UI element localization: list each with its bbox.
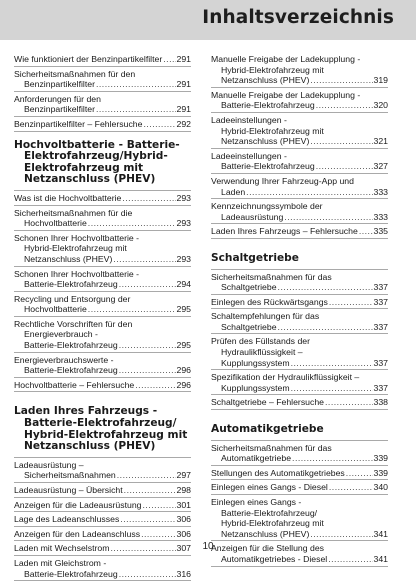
dot-leader xyxy=(278,282,373,293)
dot-leader xyxy=(278,322,373,333)
toc-entry[interactable] xyxy=(14,498,191,513)
toc-entry-text: Automatikgetriebes - Diesel xyxy=(221,553,328,564)
dot-leader xyxy=(325,397,372,408)
toc-entry[interactable] xyxy=(211,270,388,295)
dot-leader xyxy=(292,453,372,464)
toc-entry-text: Lage des Ladeanschlusses xyxy=(14,514,120,525)
toc-entry-text: Schonen Ihrer Hochvoltbatterie - xyxy=(14,268,140,279)
toc-page-number: 297 xyxy=(176,470,191,481)
toc-page-number: 292 xyxy=(176,118,191,129)
toc-page-number: 293 xyxy=(176,218,191,229)
toc-entry[interactable] xyxy=(14,267,191,292)
dot-leader xyxy=(135,380,175,391)
toc-entry[interactable] xyxy=(14,317,191,353)
toc-column-left xyxy=(14,52,191,581)
section-heading-line: Hybrid-Elektrofahrzeug mit xyxy=(24,428,188,441)
dot-leader xyxy=(328,554,372,565)
section-heading-line: Automatikgetriebe xyxy=(211,423,324,436)
dot-leader xyxy=(122,193,175,204)
toc-entry-text: Laden xyxy=(221,186,246,197)
toc-entry-text: Manuelle Freigabe der Ladekupplung - xyxy=(211,89,361,100)
dot-leader xyxy=(124,485,176,496)
toc-page-number: 306 xyxy=(176,514,191,525)
toc-entry-text: Schaltgetriebe xyxy=(221,321,277,332)
toc-page-number: 291 xyxy=(176,104,191,115)
toc-entry-text: Wie funktioniert der Benzinpartikelfilter xyxy=(14,54,163,64)
toc-entry[interactable] xyxy=(14,512,191,527)
toc-page-number: 294 xyxy=(176,279,191,290)
toc-entry[interactable] xyxy=(211,224,388,239)
toc-entry[interactable] xyxy=(14,527,191,542)
dot-leader xyxy=(310,529,372,540)
toc-entry-text: Rechtliche Vorschriften für den xyxy=(14,318,133,329)
toc-entry[interactable] xyxy=(14,483,191,498)
toc-entry-text: Batterie-Elektrofahrzeug xyxy=(221,161,315,172)
toc-page-number: 335 xyxy=(373,226,388,237)
toc-entry-text: Hybrid-Elektrofahrzeug mit xyxy=(221,518,324,529)
toc-page-number: 333 xyxy=(373,211,388,222)
dot-leader xyxy=(119,340,176,351)
toc-entry[interactable] xyxy=(211,88,388,113)
toc-page-number: 293 xyxy=(176,192,191,203)
toc-entry-text: Netzanschluss (PHEV) xyxy=(221,75,310,86)
toc-page-number: 337 xyxy=(373,382,388,393)
toc-entry-text: Batterie-Elektrofahrzeug xyxy=(24,340,118,351)
dot-leader xyxy=(119,279,176,290)
toc-page-number: 295 xyxy=(176,304,191,315)
section-heading xyxy=(211,239,388,270)
toc-entry-text: Hochvoltbatterie – Fehlersuche xyxy=(14,379,135,390)
toc-page-number: 333 xyxy=(373,186,388,197)
toc-entry-text: Laden mit Gleichstrom - xyxy=(14,557,107,568)
toc-column-right xyxy=(211,52,388,567)
toc-entry[interactable] xyxy=(14,52,191,67)
toc-entry-text: Hybrid-Elektrofahrzeug mit xyxy=(24,243,127,254)
dot-leader xyxy=(291,383,373,394)
dot-leader xyxy=(141,529,175,540)
toc-entry-text: Ladeausrüstung – xyxy=(14,459,84,470)
toc-page-number: 337 xyxy=(373,282,388,293)
dot-leader xyxy=(143,500,176,511)
toc-page-number: 339 xyxy=(373,467,388,478)
toc-entry-text: Sicherheitsmaßnahmen für den xyxy=(14,68,136,79)
toc-entry-text: Ladeausrüstung – Übersicht xyxy=(14,485,123,495)
toc-entry[interactable] xyxy=(211,466,388,481)
section-heading-line: Schaltgetriebe xyxy=(211,251,299,264)
toc-entry-text: Einlegen eines Gangs - xyxy=(211,497,302,507)
dot-leader xyxy=(119,365,176,376)
toc-entry[interactable] xyxy=(211,113,388,149)
toc-page-number: 340 xyxy=(373,482,388,493)
toc-entry-text: Energieverbrauchswerte - xyxy=(14,354,114,365)
dot-leader xyxy=(291,358,373,369)
page-title: Inhaltsverzeichnis xyxy=(202,7,394,28)
toc-entry-text: Anforderungen für den xyxy=(14,93,101,104)
toc-entry-text: Verwendung Ihrer Fahrzeug-App und xyxy=(211,175,354,186)
toc-entry[interactable] xyxy=(211,334,388,370)
dot-leader xyxy=(316,161,373,172)
toc-page-number: 337 xyxy=(373,296,388,307)
dot-leader xyxy=(96,104,176,115)
dot-leader xyxy=(88,304,176,315)
toc-entry-text: Schaltgetriebe xyxy=(221,282,277,293)
toc-entry-text: Sicherheitsmaßnahmen xyxy=(24,470,116,481)
toc-entry-text: Hochvoltbatterie xyxy=(24,218,87,229)
toc-entry-text: Stellungen des Automatikgetriebes xyxy=(211,467,345,478)
toc-entry-text: Prüfen des Füllstands der xyxy=(211,336,310,347)
toc-entry-text: Energieverbrauch - xyxy=(24,329,98,340)
toc-entry-text: Spezifikation der Hydraulikflüssigkeit – xyxy=(211,372,360,383)
toc-entry-text: Kennzeichnungssymbole der xyxy=(211,201,323,212)
toc-entry-text: Anzeigen für den Ladeanschluss xyxy=(14,528,141,539)
toc-entry-text: Netzanschluss (PHEV) xyxy=(24,253,113,264)
toc-entry-text: Sicherheitsmaßnahmen für die xyxy=(14,207,133,218)
toc-page-number: 339 xyxy=(373,453,388,464)
dot-leader xyxy=(119,569,176,580)
toc-entry-text: Ladeausrüstung xyxy=(221,211,284,222)
toc-entry[interactable] xyxy=(14,67,191,92)
toc-page-number: 321 xyxy=(373,136,388,147)
dot-leader xyxy=(88,218,176,229)
toc-page-number: 291 xyxy=(176,54,191,64)
dot-leader xyxy=(310,136,372,147)
toc-entry[interactable] xyxy=(14,231,191,267)
toc-page-number: 337 xyxy=(373,321,388,332)
toc-page-number: 298 xyxy=(176,485,191,495)
toc-entry[interactable] xyxy=(211,199,388,224)
toc-page-number: 338 xyxy=(373,397,388,408)
section-heading-line: Laden Ihres Fahrzeugs - xyxy=(14,405,158,418)
toc-entry-text: Hybrid-Elektrofahrzeug mit xyxy=(221,125,324,136)
toc-page-number: 341 xyxy=(373,528,388,539)
dot-leader xyxy=(316,100,373,111)
toc-entry[interactable] xyxy=(14,191,191,206)
toc-page-number: 316 xyxy=(176,568,191,579)
toc-page-number: 295 xyxy=(176,340,191,351)
toc-page-number: 293 xyxy=(176,253,191,264)
toc-page-number: 306 xyxy=(176,528,191,539)
toc-entry[interactable] xyxy=(14,378,191,393)
toc-entry[interactable] xyxy=(211,52,388,88)
toc-entry-text: Netzanschluss (PHEV) xyxy=(221,528,310,539)
toc-entry-text: Manuelle Freigabe der Ladekupplung - xyxy=(211,54,361,64)
dot-leader xyxy=(143,119,175,130)
section-heading xyxy=(14,132,191,191)
toc-entry-text: Benzinpartikelfilter – Fehlersuche xyxy=(14,118,143,129)
dot-leader xyxy=(329,482,373,493)
toc-page-number: 319 xyxy=(373,75,388,86)
toc-entry[interactable] xyxy=(14,292,191,317)
section-heading xyxy=(14,392,191,457)
toc-page-number: 291 xyxy=(176,79,191,90)
toc-entry[interactable] xyxy=(211,495,388,541)
toc-entry-text: Anzeigen für die Ladeausrüstung xyxy=(14,499,142,510)
dot-leader xyxy=(163,54,175,65)
toc-page-number: 307 xyxy=(176,543,191,554)
toc-entry[interactable] xyxy=(211,395,388,410)
toc-entry[interactable] xyxy=(211,370,388,395)
toc-page-number: 337 xyxy=(373,357,388,368)
toc-entry[interactable] xyxy=(14,458,191,483)
toc-entry[interactable] xyxy=(211,480,388,495)
toc-page-number: 296 xyxy=(176,365,191,376)
dot-leader xyxy=(246,187,372,198)
dot-leader xyxy=(359,226,373,237)
toc-entry-text: Batterie-Elektrofahrzeug/ xyxy=(221,507,318,518)
dot-leader xyxy=(329,297,373,308)
toc-entry-text: Schaltgetriebe – Fehlersuche xyxy=(211,397,325,408)
toc-entry[interactable] xyxy=(14,117,191,132)
toc-page-number: 301 xyxy=(176,499,191,510)
section-heading xyxy=(211,410,388,441)
toc-page-number: 341 xyxy=(373,553,388,564)
page-number: 10 xyxy=(202,541,214,552)
dot-leader xyxy=(310,75,372,86)
dot-leader xyxy=(117,470,176,481)
section-heading-line: Elektrofahrzeug mit xyxy=(24,161,144,174)
toc-entry[interactable] xyxy=(211,309,388,334)
dot-leader xyxy=(113,254,175,265)
toc-entry[interactable] xyxy=(211,174,388,199)
section-heading-line: Batterie-Elektrofahrzeug/ xyxy=(24,417,177,430)
toc-entry-text: Batterie-Elektrofahrzeug xyxy=(24,568,118,579)
toc-entry-text: Recycling und Entsorgung der xyxy=(14,293,131,304)
toc-entry-text: Automatikgetriebe xyxy=(221,453,292,464)
toc-entry-text: Batterie-Elektrofahrzeug xyxy=(24,365,118,376)
toc-entry-text: Anzeigen für die Stellung des xyxy=(211,543,325,554)
toc-entry[interactable] xyxy=(14,92,191,117)
toc-entry-text: Laden mit Wechselstrom xyxy=(14,543,110,554)
toc-entry-text: Kupplungssystem xyxy=(221,357,290,368)
toc-entry[interactable] xyxy=(14,353,191,378)
toc-entry-text: Hydraulikflüssigkeit – xyxy=(221,347,303,358)
toc-entry-text: Batterie-Elektrofahrzeug xyxy=(221,100,315,111)
toc-entry-text: Einlegen des Rückwärtsgangs xyxy=(211,296,328,307)
section-heading-line: Elektrofahrzeug/Hybrid- xyxy=(24,150,168,163)
toc-entry-text: Was ist die Hochvoltbatterie xyxy=(14,192,122,203)
toc-entry-text: Sicherheitsmaßnahmen für das xyxy=(211,442,332,453)
toc-entry-text: Netzanschluss (PHEV) xyxy=(221,136,310,147)
toc-entry-text: Benzinpartikelfilter xyxy=(24,104,95,115)
toc-entry-text: Hybrid-Elektrofahrzeug mit xyxy=(221,64,324,75)
toc-page-number: 327 xyxy=(373,161,388,172)
section-heading-line: Netzanschluss (PHEV) xyxy=(24,173,156,186)
section-heading-line: Netzanschluss (PHEV) xyxy=(24,440,156,453)
toc-entry[interactable] xyxy=(211,441,388,466)
toc-entry-text: Einlegen eines Gangs - Diesel xyxy=(211,482,328,493)
toc-entry-text: Sicherheitsmaßnahmen für das xyxy=(211,271,332,282)
toc-page-number: 320 xyxy=(373,100,388,111)
dot-leader xyxy=(120,514,175,525)
toc-entry[interactable] xyxy=(14,556,191,581)
toc-entry-text: Hochvoltbatterie xyxy=(24,304,87,315)
toc-entry-text: Kupplungssystem xyxy=(221,382,290,393)
toc-entry-text: Ladeeinstellungen - xyxy=(211,114,287,125)
dot-leader xyxy=(346,468,373,479)
toc-entry-text: Benzinpartikelfilter xyxy=(24,79,95,90)
toc-page-number: 296 xyxy=(176,379,191,390)
toc-entry-text: Schaltempfehlungen für das xyxy=(211,311,320,322)
dot-leader xyxy=(284,212,372,223)
toc-entry[interactable] xyxy=(211,295,388,310)
toc-entry[interactable] xyxy=(211,149,388,174)
section-heading-line: Hochvoltbatterie - Batterie- xyxy=(14,138,180,151)
dot-leader xyxy=(96,79,176,90)
toc-entry-text: Ladeeinstellungen - xyxy=(211,150,287,161)
toc-entry-text: Laden Ihres Fahrzeugs – Fehlersuche xyxy=(211,226,358,237)
toc-entry-text: Batterie-Elektrofahrzeug xyxy=(24,279,118,290)
toc-entry[interactable] xyxy=(14,206,191,231)
page-header xyxy=(0,0,416,40)
toc-entry-text: Schonen Ihrer Hochvoltbatterie - xyxy=(14,232,140,243)
